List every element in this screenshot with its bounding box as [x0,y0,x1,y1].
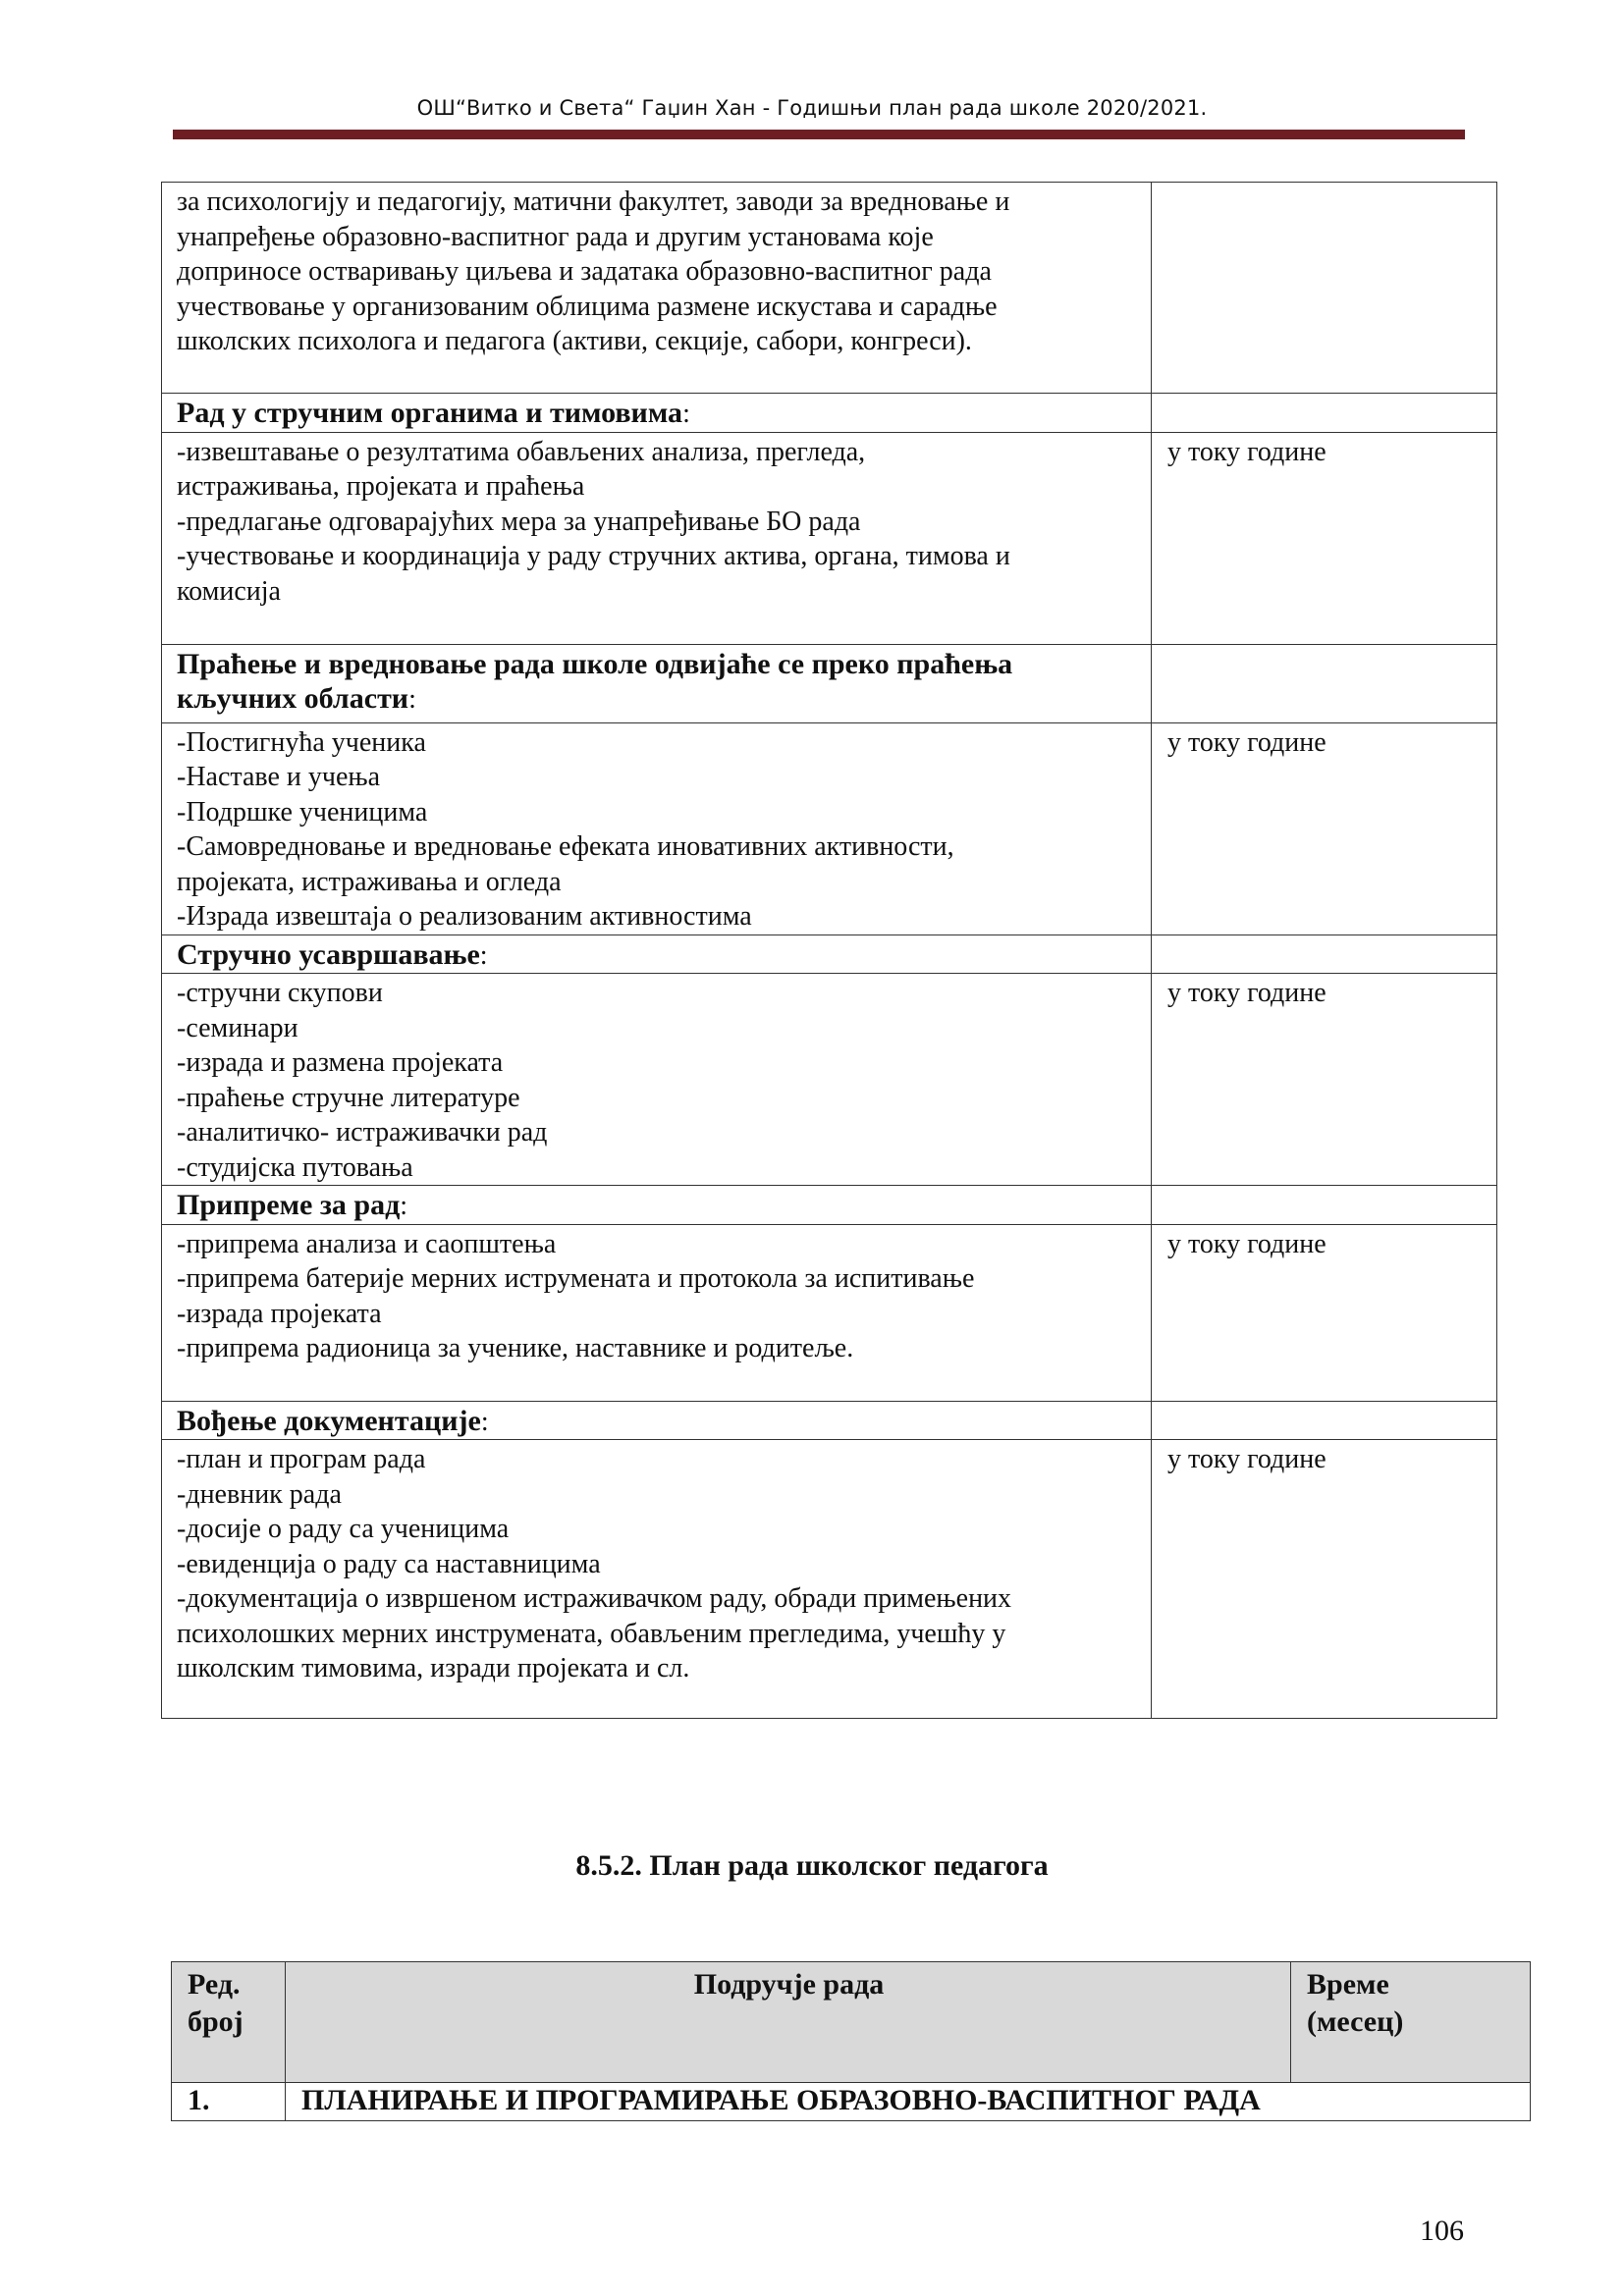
list-item: -дневник рада [177,1478,342,1510]
document-header-title: ОШ“Витко и Света“ Гаџин Хан - Годишњи план рада школе 2020/2021. [416,96,1208,120]
table-row [172,2083,1531,2121]
list-item: -припрема радионица за ученике, наставнике и родитеље. [177,1333,854,1363]
header-cell-time [1291,1962,1531,2083]
list-item: -документација о извршеном истраживачком раду, обради примењених [177,1583,1012,1614]
list-item: -израда пројеката [177,1298,382,1329]
time-cell: у току године [1152,722,1497,934]
table-row [162,432,1497,644]
header-label: Време [1307,1968,1389,2001]
intro-cell [162,183,1152,394]
time-cell [1152,1186,1497,1225]
list-item: -учествовање и координација у раду стручних актива, органа, тимова и [177,541,1010,571]
header-label: Подручје рада [693,1968,885,2001]
pedagogue-plan-table [171,1961,1531,2121]
time-cell: у току године [1152,1224,1497,1401]
section-heading-row [162,1401,1497,1440]
time-cell [1152,644,1497,722]
text-line: за психологију и педагогију, матични факултет, заводи за вредновање и [177,187,1010,217]
row-number: 1. [172,2083,286,2121]
list-item: -евиденција о раду са наставницима [177,1548,601,1579]
items-cell [162,432,1152,644]
list-item: -Подршке ученицима [177,796,428,828]
section-heading: кључних области [177,681,409,715]
items-cell [162,974,1152,1186]
items-cell [162,722,1152,934]
section-heading: Вођење документације [177,1404,481,1437]
text-line: унапређење образовно-васпитног рада и другим установама које [177,221,934,252]
heading-colon: : [479,939,488,971]
section-heading-cell [162,934,1152,974]
text-line: учествовање у организованим облицима размене искустава и сарадње [177,291,998,322]
table-row [162,722,1497,934]
list-item: -Постигнућа ученика [177,726,426,758]
table-row [162,1440,1497,1719]
time-cell [1152,934,1497,974]
list-item: психолошких мерних инструмената, обављеним прегледима, учешћу у [177,1618,1006,1649]
text-line: школских психолога и педагога (активи, секције, сабори, конгреси). [177,326,972,356]
list-item: -Наставе и учења [177,762,381,792]
section-heading-cell [162,394,1152,433]
list-item: -предлагање одговарајућих мера за унапређивање БО рада [177,506,861,537]
heading-colon: : [408,683,416,715]
table-row [162,183,1497,394]
section-heading-row [162,644,1497,722]
list-item: -стручни скупови [177,978,383,1008]
activities-table [161,182,1497,1719]
list-item: комисија [177,575,281,607]
section-heading-cell [162,644,1152,722]
list-item: -план и програм рада [177,1444,426,1474]
items-cell [162,1224,1152,1401]
section-heading-cell [162,1186,1152,1225]
header-divider-rule [173,130,1465,139]
list-item: -извештавање о резултатима обављених анализа, прегледа, [177,436,866,467]
list-item: -израда и размена пројеката [177,1047,504,1078]
section-heading: Стручно усавршавање [177,937,480,971]
section-heading-row [162,1186,1497,1225]
time-cell: у току године [1152,974,1497,1186]
list-item: -праћење стручне литературе [177,1082,520,1113]
header-label: (месец) [1307,2005,1404,2038]
list-item: школским тимовима, изради пројеката и сл. [177,1653,690,1683]
time-cell [1152,1401,1497,1440]
list-item: пројеката, истраживања и огледа [177,866,562,897]
table-row [162,1224,1497,1401]
section-title: 8.5.2. План рада школског педагога [575,1849,1049,1882]
time-cell: у току године [1152,432,1497,644]
table-row [162,974,1497,1186]
section-heading: Рад у стручним органима и тимовима [177,397,683,429]
section-heading-cell [162,1401,1152,1440]
header-cell-number [172,1962,286,2083]
time-cell [1152,183,1497,394]
section-heading-row [162,934,1497,974]
time-cell: у току године [1152,1440,1497,1719]
list-item: истраживања, пројеката и праћења [177,471,585,502]
list-item: -семинари [177,1012,298,1043]
header-cell-area [286,1962,1291,2083]
header-label: Ред. [188,1968,241,2001]
page-number: 106 [1420,2215,1464,2247]
heading-colon: : [400,1191,408,1221]
header-label: број [188,2005,244,2038]
items-cell [162,1440,1152,1719]
heading-colon: : [682,399,690,429]
list-item: -Израда извештаја о реализованим активностима [177,901,752,932]
section-heading: Праћење и вредновање рада школе одвијаће се преко праћења [177,647,1013,680]
time-cell [1152,394,1497,433]
row-area: ПЛАНИРАЊЕ И ПРОГРАМИРАЊЕ ОБРАЗОВНО-ВАСПИТНОГ РАДА [286,2083,1531,2121]
list-item: -аналитичко- истраживачки рад [177,1117,548,1148]
text-line: доприносе остваривању циљева и задатака образовно-васпитног рада [177,256,992,287]
table-header-row [172,1962,1531,2083]
section-heading: Припреме за рад [177,1189,401,1221]
heading-colon: : [480,1406,489,1437]
list-item: -досије о раду са ученицима [177,1514,510,1544]
list-item: -припрема анализа и саопштења [177,1228,557,1259]
list-item: -Самовредновање и вредновање ефеката иновативних активности, [177,831,954,862]
list-item: -студијска путовања [177,1151,413,1183]
list-item: -припрема батерије мерних иструмената и протокола за испитивање [177,1263,975,1294]
section-heading-row [162,394,1497,433]
